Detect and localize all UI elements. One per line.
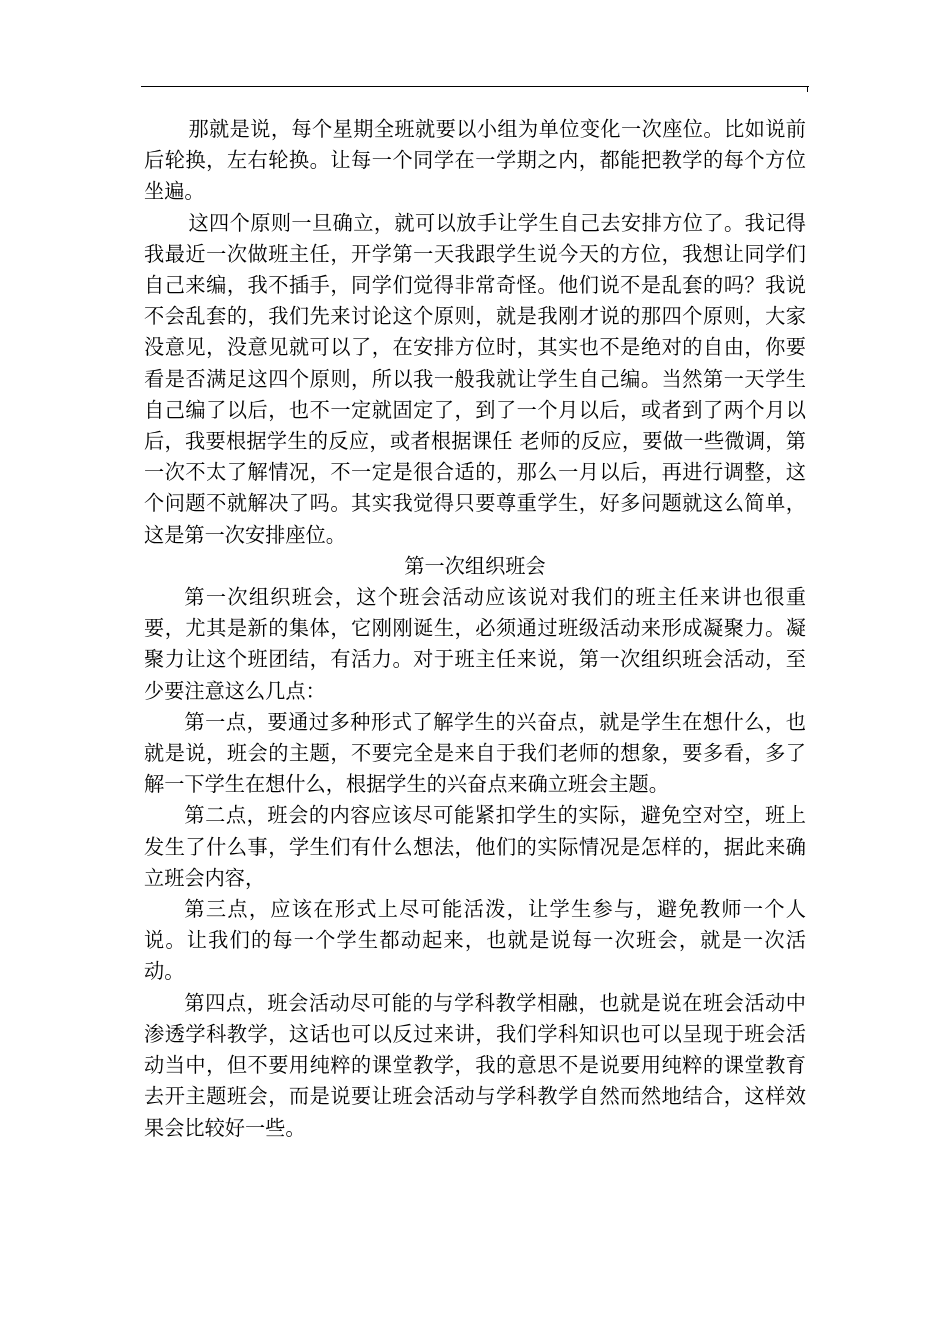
header-rule (141, 86, 809, 87)
paragraph: 第一次组织班会，这个班会活动应该说对我们的班主任来讲也很重要，尤其是新的集体，它刚刚诞生，必须通过班级活动来形成凝聚力。凝聚力让这个班团结，有活力。对于班主任来说，第一次组织班会活动，至少要注意这么几点： (144, 585, 806, 703)
header-rule-end-tick (807, 86, 808, 92)
document-body (144, 114, 806, 1144)
paragraph: 第二点，班会的内容应该尽可能紧扣学生的实际，避免空对空，班上发生了什么事，学生们有什么想法，他们的实际情况是怎样的，据此来确立班会内容， (144, 803, 806, 890)
paragraph: 第一点，要通过多种形式了解学生的兴奋点，就是学生在想什么，也就是说，班会的主题，不要完全是来自于我们老师的想象，要多看，多了解一下学生在想什么，根据学生的兴奋点来确立班会主题。 (144, 709, 806, 797)
section-title: 第一次组织班会 (404, 553, 546, 578)
paragraph: 那就是说，每个星期全班就要以小组为单位变化一次座位。比如说前后轮换，左右轮换。让每一个同学在一学期之内，都能把教学的每个方位坐遍。 (144, 117, 806, 204)
paragraph: 第三点，应该在形式上尽可能活泼，让学生参与，避免教师一个人说。让我们的每一个学生都动起来，也就是说每一次班会，就是一次活动。 (144, 897, 806, 984)
paragraph: 这四个原则一旦确立，就可以放手让学生自己去安排方位了。我记得我最近一次做班主任，开学第一天我跟学生说今天的方位，我想让同学们自己来编，我不插手，同学们觉得非常奇怪。他们说不是乱套的吗？我说不会乱套的，我们先来讨论这个原则，就是我刚才说的那四个原则，大家没意见，没意见就可以了，在安排方位时，其实也不是绝对的自由，你要看是否满足这四个原则，所以我一般我就让学生自己编。当然第一天学生自己编了以后，也不一定就固定了，到了一个月以后，或者到了两个月以后，我要根据学生的反应，或者根据课任 老师的反应，要做一些微调，第一次不太了解情况，不一定是很合适的，那么一月以后，再进行调整，这个问题不就解决了吗。其实我觉得只要尊重学生，好多问题就这么简单，这是第一次安排座位。 (144, 210, 806, 547)
paragraph: 第四点，班会活动尽可能的与学科教学相融，也就是说在班会活动中渗透学科教学，这话也可以反过来讲，我们学科知识也可以呈现于班会活动当中，但不要用纯粹的课堂教学，我的意思不是说要用纯粹的课堂教育去开主题班会，而是说要让班会活动与学科教学自然而然地结合，这样效果会比较好一些。 (144, 990, 806, 1140)
